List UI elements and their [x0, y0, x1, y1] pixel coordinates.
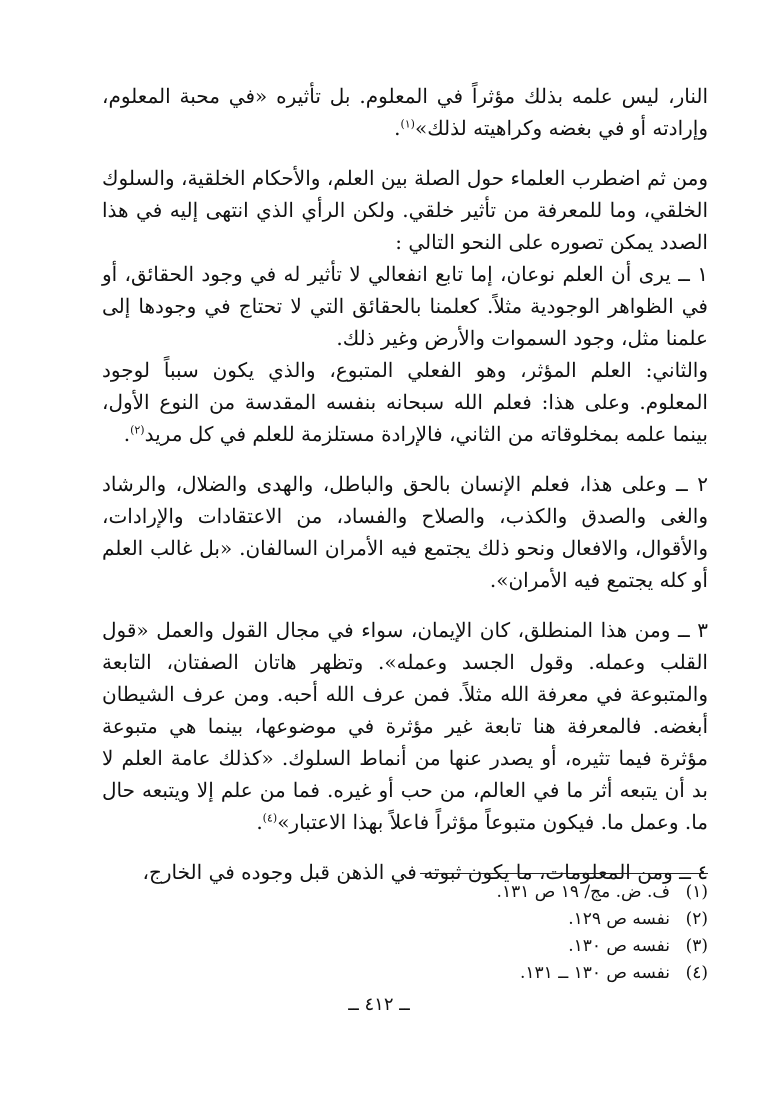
paragraph-1	[102, 80, 708, 144]
paragraph-5: ٢ ــ وعلى هذا، فعلم الإنسان بالحق والباطل، والهدى والضلال، والرشاد والغى والصدق والكذب، والصلاح والفساد، من الاعتقادات والإرادات، والأقوال، والافعال ونحو ذلك يجتمع فيه الأمران السالفان. «بل غالب العلم أو كله يجتمع فيه الأمران».	[102, 472, 708, 592]
footnotes	[188, 879, 708, 987]
footnote-text: نفسه ص ١٣٠ ــ ١٣١.	[520, 963, 670, 983]
footnote-ref-1: (١)	[400, 117, 415, 131]
paragraph-6-text: ٣ ــ ومن هذا المنطلق، كان الإيمان، سواء في مجال القول والعمل «قول القلب وعمله. وقول الجسد وعمله». وتظهر هاتان الصفتان، التابعة والمتبوعة في معرفة الله مثلاً. فمن عرف الله أحبه. ومن عرف الشيطان أبغضه. فالمعرفة هنا تابعة غير مؤثرة في موضوعها، بينما هي متبوعة مؤثرة فيما تثيره، أو يصدر عنها من أنماط السلوك. «كذلك عامة العلم لا بد أن يتبعه أثر ما في العالم، من حب أو غيره. فما من علم إلا ويتبعه حال ما. وعمل ما. فيكون متبوعاً مؤثراً فاعلاً بهذا الاعتبار»	[102, 618, 708, 834]
paragraph-7: ٤ ــ ومن المعلومات، ما يكون ثبوته في الذهن قبل وجوده في الخارج،	[142, 860, 708, 884]
footnote-number: (٣)	[685, 936, 708, 956]
footnote-text: نفسه ص ١٣٠.	[568, 936, 670, 956]
footnote-4	[188, 960, 708, 987]
paragraph-3: ١ ــ يرى أن العلم نوعان، إما تابع انفعالي لا تأثير له في وجود الحقائق، أو في الظواهر الوجودية مثلاً. كعلمنا بالحقائق التي لا تحتاج في وجودها إلى علمنا مثل، وجود السموات والأرض وغير ذلك.	[102, 262, 708, 350]
paragraph-4	[102, 354, 708, 450]
paragraph-2: ومن ثم اضطرب العلماء حول الصلة بين العلم، والأحكام الخلقية، والسلوك الخلقي، وما للمعرفة من تأثير خلقي. ولكن الرأي الذي انتهى إليه في هذا الصدد يمكن تصوره على النحو التالي :	[102, 166, 708, 254]
paragraph-1-end: .	[394, 116, 401, 140]
footnote-3	[188, 933, 708, 960]
paragraph-6	[102, 614, 708, 838]
footnote-number: (١)	[685, 882, 708, 902]
paragraph-4-text: والثاني: العلم المؤثر، وهو الفعلي المتبوع، والذي يكون سبباً لوجود المعلوم. وعلى هذا: فعلم الله سبحانه بنفسه المقدسة من النوع الأول، بينما علمه بمخلوقاته من الثاني، فالإرادة مستلزمة للعلم في كل مريد	[102, 358, 709, 446]
paragraph-1-text: النار، ليس علمه بذلك مؤثراً في المعلوم. بل تأثيره «في محبة المعلوم، وإرادته أو في بغضه وكراهيته لذلك»	[102, 84, 709, 140]
footnote-divider	[420, 873, 708, 874]
page-number: ــ ٤١٢ ــ	[348, 994, 410, 1015]
paragraph-6-end: .	[256, 810, 263, 834]
paragraph-4-end: .	[123, 422, 131, 446]
footnote-text: ف. ض. مج/ ١٩ ص ١٣١.	[496, 882, 670, 902]
footnote-number: (٤)	[685, 963, 708, 983]
footnote-ref-4: (٤)	[262, 811, 278, 825]
footnote-2	[188, 906, 708, 933]
footnote-1	[188, 879, 708, 906]
footnote-ref-2: (٢)	[130, 423, 145, 437]
footnote-text: نفسه ص ١٢٩.	[568, 909, 670, 929]
main-text	[102, 80, 708, 888]
footnote-number: (٢)	[685, 909, 708, 929]
